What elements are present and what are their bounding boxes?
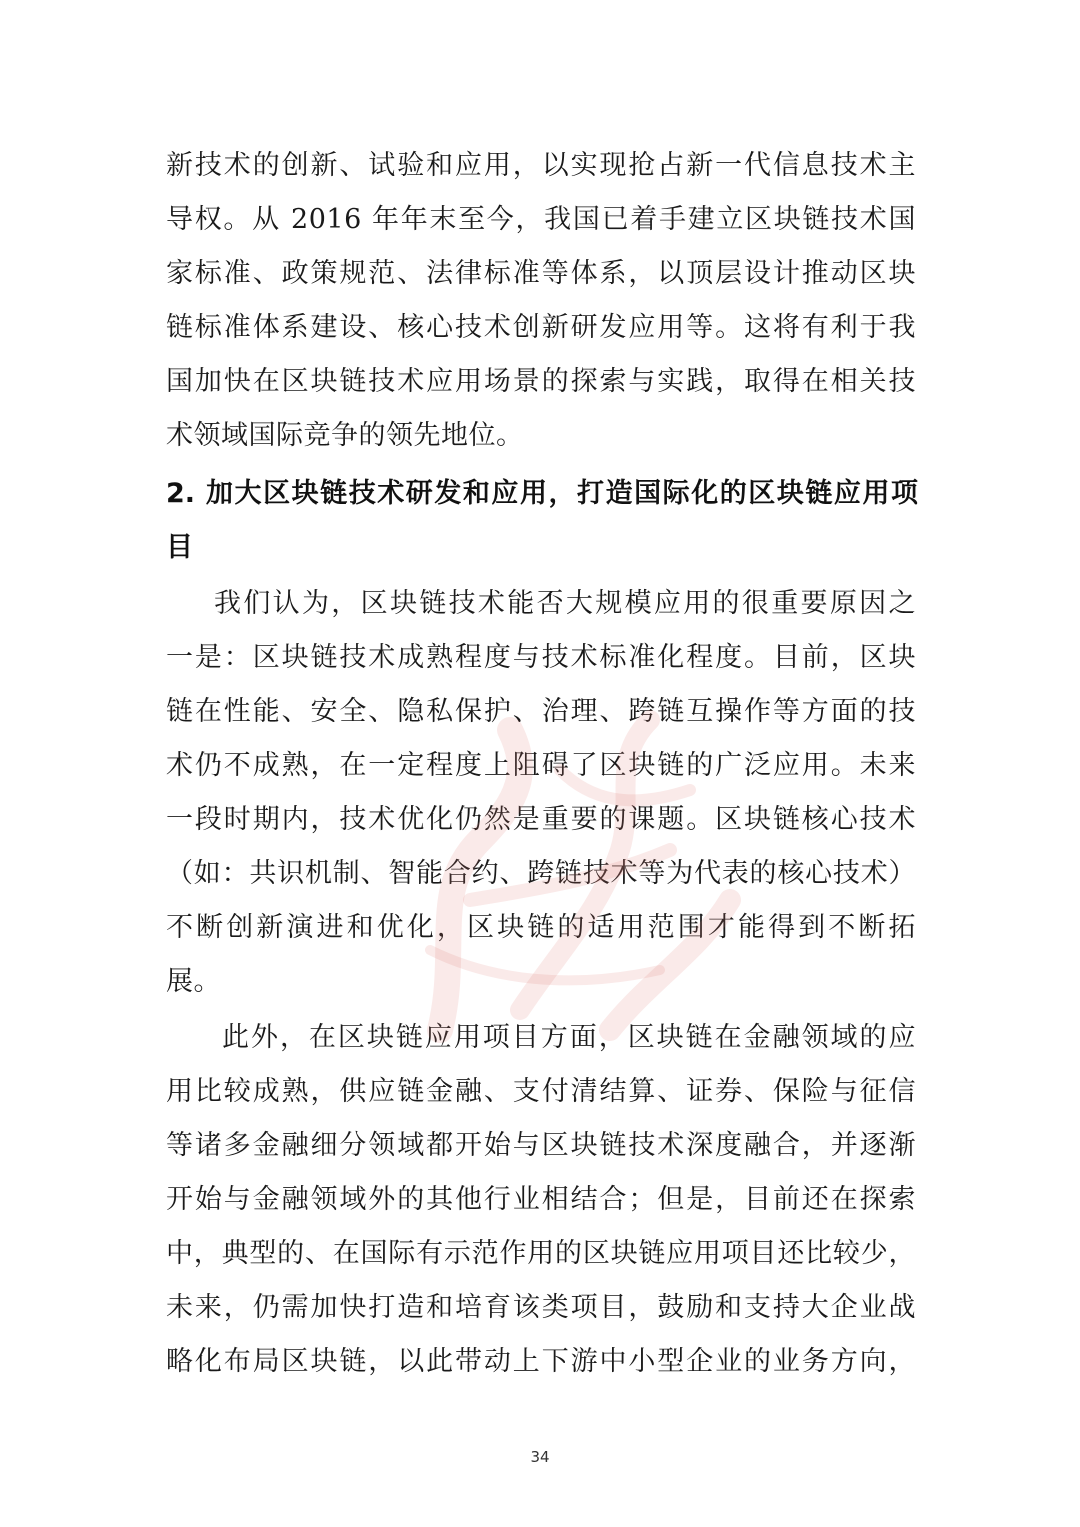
- paragraph-2-line-8: 展。: [166, 966, 221, 997]
- paragraph-1-line-4: 链标准体系建设、核心技术创新研发应用等。这将有利于我: [166, 312, 916, 343]
- section-heading-line-1: 2. 加大区块链技术研发和应用，打造国际化的区块链应用项: [166, 478, 918, 509]
- paragraph-2-line-2: 一是：区块链技术成熟程度与技术标准化程度。目前，区块: [166, 642, 916, 673]
- paragraph-2-line-4: 术仍不成熟，在一定程度上阻碍了区块链的广泛应用。未来: [166, 750, 916, 781]
- paragraph-1-line-2: 导权。从 2016 年年末至今，我国已着手建立区块链技术国: [166, 204, 916, 235]
- page-number: 34: [530, 1448, 550, 1466]
- paragraph-3-line-2: 用比较成熟，供应链金融、支付清结算、证券、保险与征信: [166, 1076, 916, 1107]
- paragraph-3-line-3: 等诸多金融细分领域都开始与区块链技术深度融合，并逐渐: [166, 1130, 916, 1161]
- paragraph-2-line-6: （如：共识机制、智能合约、跨链技术等为代表的核心技术）: [166, 858, 916, 889]
- paragraph-1-line-6: 术领域国际竞争的领先地位。: [166, 420, 524, 451]
- paragraph-3-line-6: 未来，仍需加快打造和培育该类项目，鼓励和支持大企业战: [166, 1292, 916, 1323]
- paragraph-1-line-3: 家标准、政策规范、法律标准等体系，以顶层设计推动区块: [166, 258, 916, 289]
- paragraph-2-line-7: 不断创新演进和优化，区块链的适用范围才能得到不断拓: [166, 912, 916, 943]
- section-heading-line-2: 目: [166, 532, 193, 563]
- paragraph-3-line-1: 此外，在区块链应用项目方面，区块链在金融领域的应: [222, 1022, 916, 1053]
- paragraph-2-line-3: 链在性能、安全、隐私保护、治理、跨链互操作等方面的技: [166, 696, 916, 727]
- paragraph-3-line-5: 中，典型的、在国际有示范作用的区块链应用项目还比较少，: [166, 1238, 916, 1269]
- paragraph-2-line-1: 我们认为，区块链技术能否大规模应用的很重要原因之: [214, 588, 916, 619]
- paragraph-3-line-4: 开始与金融领域外的其他行业相结合；但是，目前还在探索: [166, 1184, 916, 1215]
- paragraph-3-line-7: 略化布局区块链，以此带动上下游中小型企业的业务方向，: [166, 1346, 916, 1377]
- paragraph-1-line-5: 国加快在区块链技术应用场景的探索与实践，取得在相关技: [166, 366, 916, 397]
- paragraph-2-line-5: 一段时期内，技术优化仍然是重要的课题。区块链核心技术: [166, 804, 916, 835]
- paragraph-1-line-1: 新技术的创新、试验和应用，以实现抢占新一代信息技术主: [166, 150, 916, 181]
